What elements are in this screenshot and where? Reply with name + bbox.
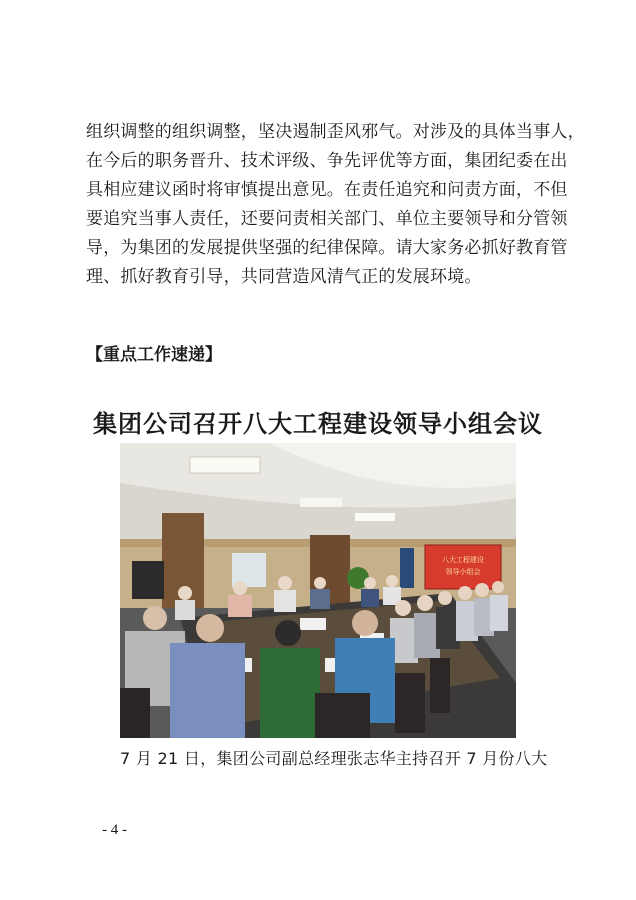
paragraph-line: 在今后的职务晋升、技术评级、争先评优等方面，集团纪委在出 [86, 151, 568, 171]
paragraph-line: 导，为集团的发展提供坚强的纪律保障。请大家务必抓好教育管 [86, 238, 568, 258]
article-headline: 集团公司召开八大工程建设领导小组会议 [93, 409, 543, 438]
meeting-photo [120, 443, 516, 738]
page-number: - 4 - [102, 822, 127, 838]
paragraph-line: 理、抓好教育引导，共同营造风清气正的发展环境。 [86, 267, 482, 287]
body-paragraph [86, 118, 585, 292]
photo-caption: 7 月 21 日，集团公司副总经理张志华主持召开 7 月份八大 [120, 749, 548, 768]
screen-text-2: 领导小组会 [445, 568, 481, 576]
section-title: 【重点工作速递】 [86, 345, 222, 365]
paragraph-line: 具相应建议函时将审慎提出意见。在责任追究和问责方面，不但 [86, 180, 568, 200]
screen-text-1: 八大工程建设 [442, 556, 484, 564]
paragraph-line: 组织调整的组织调整，坚决遏制歪风邪气。对涉及的具体当事人， [86, 122, 585, 142]
paragraph-line: 要追究当事人责任，还要问责相关部门、单位主要领导和分管领 [86, 209, 568, 229]
